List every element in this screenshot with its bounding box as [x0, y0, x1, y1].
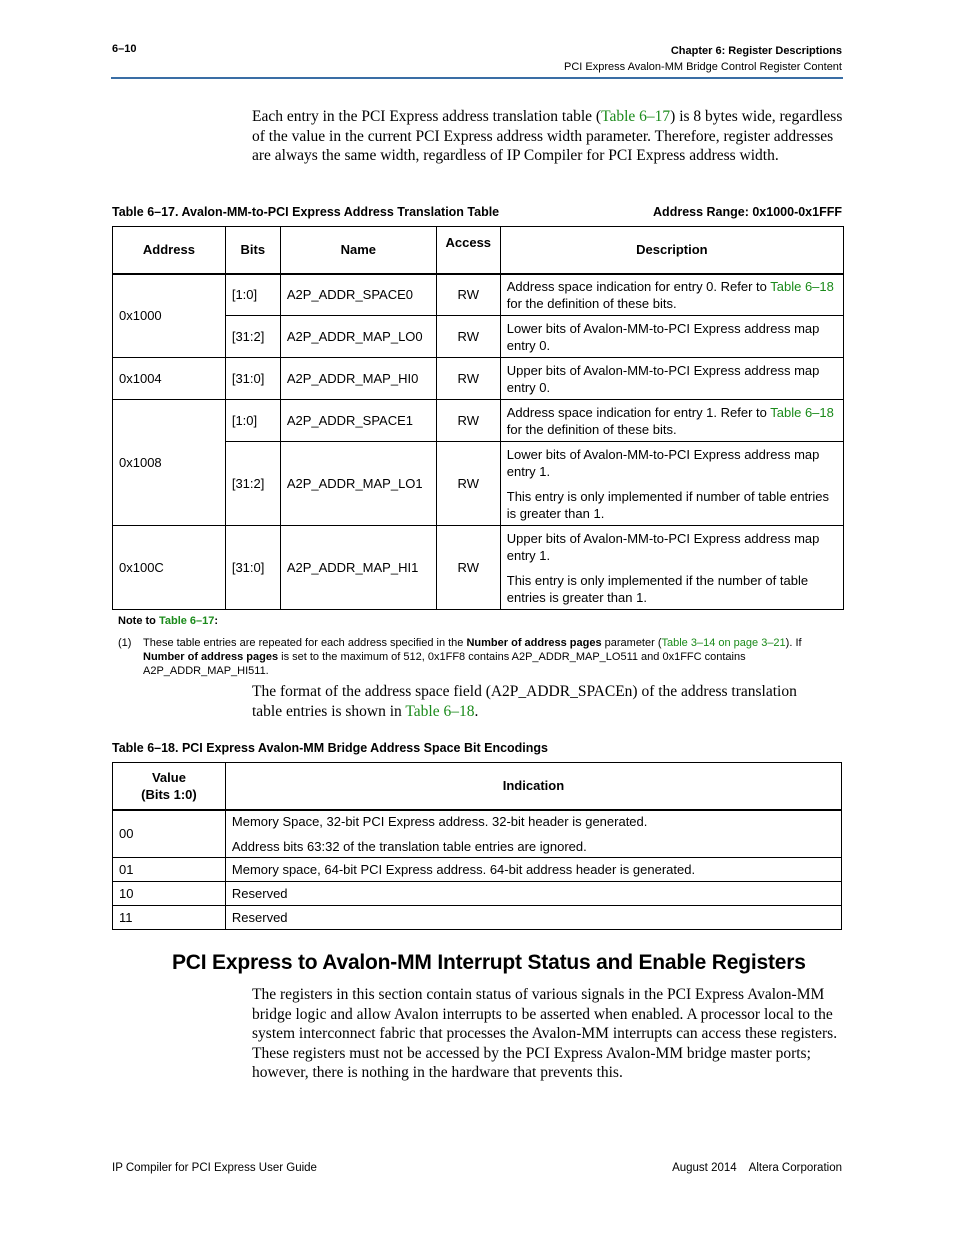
value-header-line: (Bits 1:0)	[141, 786, 197, 802]
access-cell: RW	[436, 316, 500, 358]
name-cell: A2P_ADDR_MAP_HI0	[280, 358, 436, 400]
note-param-name: Number of address pages	[143, 651, 279, 663]
mid-table-link[interactable]: Table 6–18	[405, 702, 475, 720]
table-note-title	[118, 614, 218, 628]
name-cell: A2P_ADDR_MAP_LO0	[280, 316, 436, 358]
address-space-paragraph	[252, 682, 812, 721]
note-table-link[interactable]: Table 6–17	[158, 615, 215, 627]
name-cell: A2P_ADDR_MAP_LO1	[280, 442, 436, 526]
footer-date: August 2014	[672, 1162, 737, 1174]
note-text: is set to the maximum of 512, 0x1FF8 contains A2P_ADDR_MAP_LO511 and 0x1FFC contains A2P_ADDR_MAP_HI511.	[143, 651, 746, 677]
access-cell: RW	[436, 358, 500, 400]
bits-cell: [31:2]	[225, 316, 280, 358]
table-note-text	[143, 636, 843, 678]
bits-cell: [31:0]	[225, 526, 280, 610]
table1-caption: Table 6–17. Avalon-MM-to-PCI Express Address Translation Table	[112, 205, 500, 219]
address-cell: 0x1008	[113, 400, 226, 526]
header-rule	[111, 77, 843, 79]
footer-guide-title: IP Compiler for PCI Express User Guide	[112, 1162, 317, 1174]
access-cell: RW	[436, 274, 500, 316]
note-param-name: Number of address pages	[466, 637, 602, 649]
intro-table-link[interactable]: Table 6–17	[601, 108, 671, 125]
indication-cell: Reserved	[225, 882, 841, 906]
table-row	[113, 274, 844, 316]
description-cell	[500, 526, 843, 610]
access-cell: RW	[436, 400, 500, 442]
table-row	[113, 358, 844, 400]
indication-cell: Reserved	[225, 906, 841, 930]
value-header-line: Value	[151, 769, 186, 785]
table-row	[113, 810, 842, 858]
note-text: These table entries are repeated for each address specified in the	[143, 637, 467, 649]
note-page-link[interactable]: Table 3–14 on page 3–21	[661, 637, 786, 649]
address-translation-table	[112, 226, 844, 610]
col-header: Description	[500, 227, 843, 274]
desc-text: Lower bits of Avalon-MM-to-PCI Express address map entry 0.	[506, 320, 820, 353]
col-header: Name	[280, 227, 436, 274]
col-header: Address	[113, 227, 226, 274]
bit-encodings-table	[112, 762, 842, 930]
value-cell: 01	[113, 858, 226, 882]
col-header-indication: Indication	[225, 763, 841, 810]
name-cell: A2P_ADDR_SPACE1	[280, 400, 436, 442]
footer-company: Altera Corporation	[748, 1162, 842, 1174]
table-row	[113, 882, 842, 906]
indication-cell	[225, 810, 841, 858]
table2-caption: Table 6–18. PCI Express Avalon-MM Bridge Address Space Bit Encodings	[112, 741, 548, 755]
note-text: parameter (	[601, 637, 662, 649]
table-row	[113, 526, 844, 610]
desc-text: Lower bits of Avalon-MM-to-PCI Express address map entry 1.	[506, 446, 820, 479]
bits-cell: [31:0]	[225, 358, 280, 400]
desc-text: This entry is only implemented if number of table entries is greater than 1.	[506, 488, 830, 521]
table1-address-range: Address Range: 0x1000-0x1FFF	[653, 205, 842, 219]
value-cell: 00	[113, 810, 226, 858]
chapter-title: Chapter 6: Register Descriptions	[670, 45, 842, 57]
section-body: The registers in this section contain status of various signals in the PCI Express Avalon-MM bridge logic and allow Avalon interrupts to be asserted when enabled. A processor local to the system interconnect fabric that processes the Avalon-MM interrupts can access these registers. These registers must not be accessed by the PCI Express Avalon-MM bridge master ports; however, there is nothing in the hardware that prevents this.	[252, 986, 838, 1081]
desc-text: Upper bits of Avalon-MM-to-PCI Express address map entry 0.	[506, 362, 820, 395]
note-text: ). If	[785, 637, 802, 649]
indication-cell: Memory space, 64-bit PCI Express address. 64-bit address header is generated.	[225, 858, 841, 882]
indication-text: Address bits 63:32 of the translation table entries are ignored.	[231, 838, 587, 854]
table-row	[113, 400, 844, 442]
running-header	[564, 43, 842, 75]
address-cell: 0x1000	[113, 274, 226, 358]
desc-table-link[interactable]: Table 6–18	[770, 404, 834, 420]
intro-text-a: Each entry in the PCI Express address translation table (	[252, 108, 602, 125]
note-number: (1)	[118, 637, 132, 649]
value-cell: 11	[113, 906, 226, 930]
table-row	[113, 858, 842, 882]
description-cell	[500, 316, 843, 358]
note-colon: :	[214, 615, 219, 627]
address-cell: 0x1004	[113, 358, 226, 400]
table-header-row	[113, 227, 844, 274]
intro-paragraph	[252, 107, 844, 166]
desc-text: Upper bits of Avalon-MM-to-PCI Express address map entry 1.	[506, 530, 820, 563]
section-title: PCI Express Avalon-MM Bridge Control Register Content	[564, 61, 842, 73]
name-cell: A2P_ADDR_MAP_HI1	[280, 526, 436, 610]
mid-text-a: The format of the address space field (A2P_ADDR_SPACEn) of the address translation table entries is shown in	[252, 683, 797, 720]
access-cell: RW	[436, 442, 500, 526]
section-heading: PCI Express to Avalon-MM Interrupt Status and Enable Registers	[172, 951, 806, 974]
table-header-row	[113, 763, 842, 810]
value-cell: 10	[113, 882, 226, 906]
description-cell	[500, 442, 843, 526]
bits-cell: [1:0]	[225, 274, 280, 316]
bits-cell: [31:2]	[225, 442, 280, 526]
desc-text: for the definition of these bits.	[506, 421, 677, 437]
footer-right	[672, 1162, 842, 1174]
access-cell: RW	[436, 526, 500, 610]
description-cell	[500, 358, 843, 400]
name-cell: A2P_ADDR_SPACE0	[280, 274, 436, 316]
desc-text: This entry is only implemented if the number of table entries is greater than 1.	[506, 572, 809, 605]
note-title-text: Note to	[118, 615, 159, 627]
page-number: 6–10	[112, 43, 137, 55]
indication-text: Memory Space, 32-bit PCI Express address. 32-bit header is generated.	[231, 813, 648, 829]
col-header: Access	[436, 227, 500, 274]
table-row	[113, 906, 842, 930]
desc-text: Address space indication for entry 1. Refer to	[506, 404, 771, 420]
intro-text-b: ) is 8 bytes wide, regardless of the value in the current PCI Express address width parameter. Therefore, register addresses are always the same width, regardless of IP Compiler for PCI Express address width.	[252, 108, 843, 164]
desc-text: Address space indication for entry 0. Refer to	[506, 278, 771, 294]
desc-table-link[interactable]: Table 6–18	[770, 278, 834, 294]
col-header: Bits	[225, 227, 280, 274]
description-cell	[500, 400, 843, 442]
desc-text: for the definition of these bits.	[506, 295, 677, 311]
col-header-value	[113, 763, 226, 810]
mid-text-b: .	[474, 702, 479, 720]
description-cell	[500, 274, 843, 316]
bits-cell: [1:0]	[225, 400, 280, 442]
address-cell: 0x100C	[113, 526, 226, 610]
